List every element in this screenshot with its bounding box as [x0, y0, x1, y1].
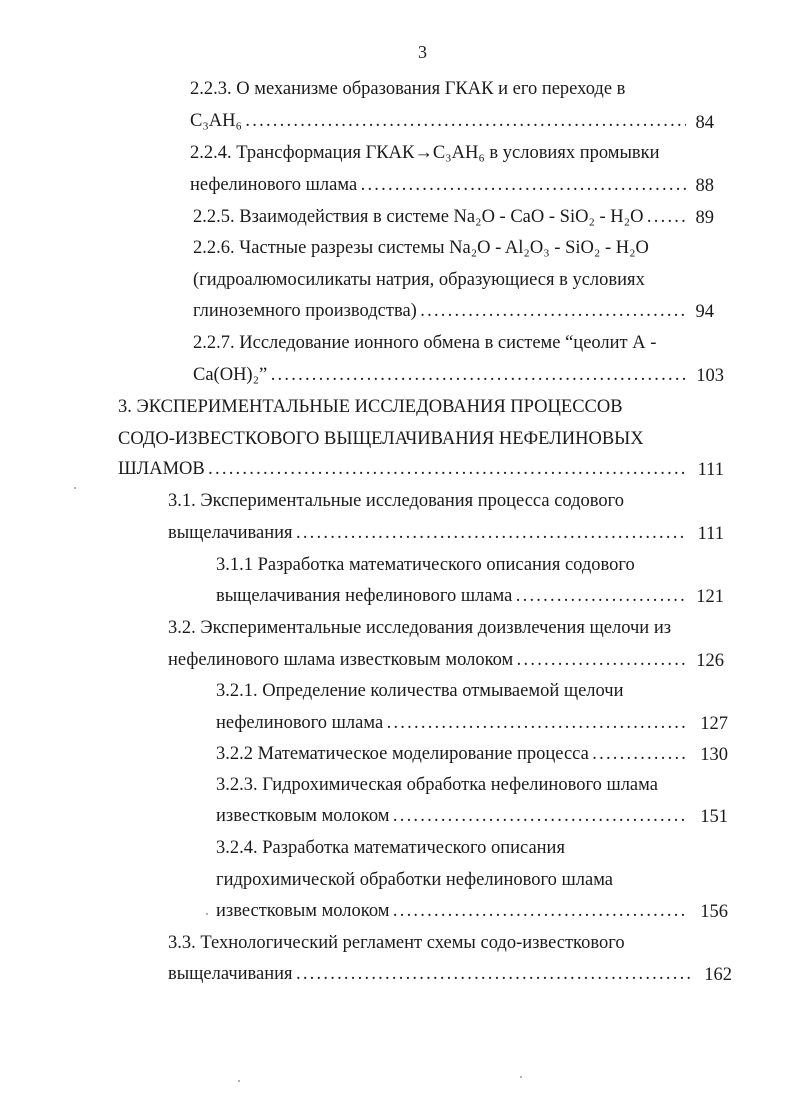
toc-entry-2-2-7-line2: Ca(OH)₂” . . .	[193, 363, 686, 387]
toc-entry-2-2-6-line1: 2.2.6. Частные разрезы системы Na₂O - Al₂O₃ - SiO₂ - H₂O	[193, 238, 649, 258]
toc-entry-3-2-line1: 3.2. Экспериментальные исследования доизвлечения щелочи из	[168, 618, 672, 638]
page-number: 3	[418, 42, 427, 62]
toc-entry-3-1-line1: 3.1. Экспериментальные исследования процесса содового	[168, 491, 625, 511]
toc-entry-3-2-1-line2: нефелинового шлама . . .	[216, 711, 686, 735]
toc-entry-3-1-1-line1: 3.1.1 Разработка математического описания содового	[216, 555, 635, 575]
toc-entry-3-3-line2: выщелачивания . . .	[168, 962, 692, 986]
toc-entry-3-2-3-page: 151	[700, 807, 728, 827]
toc-entry-3-2-4-page: 156	[700, 902, 728, 922]
toc-entry-3-2-line2: нефелинового шлама известковым молоком . . .	[168, 648, 686, 672]
toc-entry-3-2-3-line1: 3.2.3. Гидрохимическая обработка нефелинового шлама	[216, 775, 658, 795]
toc-entry-3-1-1-line2: выщелачивания нефелинового шлама . . .	[216, 584, 686, 608]
toc-entry-3-1-page: 111	[697, 524, 724, 544]
toc-chapter-3-line2: СОДО-ИЗВЕСТКОВОГО ВЫЩЕЛАЧИВАНИЯ НЕФЕЛИНОВЫХ	[118, 429, 644, 449]
toc-entry-2-2-4-line1: 2.2.4. Трансформация ГКАК→C₃AH₆ в условиях промывки	[190, 143, 660, 163]
toc-entry-2-2-7-page: 103	[696, 366, 724, 386]
toc-entry-2-2-7-line1: 2.2.7. Исследование ионного обмена в системе “цеолит А -	[193, 333, 657, 353]
toc-entry-3-2-1-page: 127	[700, 714, 728, 734]
scan-speck	[520, 1076, 522, 1078]
scan-speck	[74, 487, 76, 489]
toc-entry-3-2-4-line2: гидрохимической обработки нефелинового шлама	[216, 870, 614, 890]
toc-entry-2-2-3-line1: 2.2.3. О механизме образования ГКАК и его переходе в	[190, 79, 626, 99]
toc-chapter-3-line1: 3. ЭКСПЕРИМЕНТАЛЬНЫЕ ИССЛЕДОВАНИЯ ПРОЦЕССОВ	[118, 397, 623, 417]
scan-speck	[206, 913, 208, 915]
toc-entry-2-2-3-page: 84	[695, 113, 714, 133]
toc-entry-2-2-6-line3: глиноземного производства) . . .	[193, 299, 686, 323]
toc-entry-2-2-5-line1: 2.2.5. Взаимодействия в системе Na₂O - CaO - SiO₂ - H₂O . . .	[193, 205, 686, 229]
toc-entry-2-2-6-line2: (гидроалюмосиликаты натрия, образующиеся в условиях	[193, 270, 645, 290]
toc-entry-3-2-1-line1: 3.2.1. Определение количества отмываемой щелочи	[216, 681, 624, 701]
toc-entry-2-2-5-page: 89	[695, 208, 714, 228]
toc-entry-3-2-2-page: 130	[700, 745, 728, 765]
toc-entry-3-2-2-line1: 3.2.2 Математическое моделирование процесса . . .	[216, 742, 686, 766]
scan-speck	[238, 1080, 240, 1082]
toc-entry-2-2-3-line2: C₃AH₆ . . .	[190, 109, 686, 133]
toc-entry-3-3-page: 162	[704, 965, 732, 985]
toc-entry-2-2-6-page: 94	[695, 302, 714, 322]
toc-entry-3-1-line2: выщелачивания . . .	[168, 521, 686, 545]
toc-entry-3-2-4-line1: 3.2.4. Разработка математического описания	[216, 838, 565, 858]
toc-entry-2-2-4-line2: нефелинового шлама . . .	[190, 173, 686, 197]
toc-entry-2-2-4-page: 88	[695, 176, 714, 196]
toc-entry-3-2-3-line2: известковым молоком . . .	[216, 804, 686, 828]
toc-entry-3-1-1-page: 121	[696, 587, 724, 607]
toc-chapter-3-line3: ШЛАМОВ . . .	[118, 457, 686, 481]
toc-entry-3-2-4-line3: известковым молоком . . .	[216, 899, 686, 923]
toc-entry-3-2-page: 126	[696, 651, 724, 671]
toc-chapter-3-page: 111	[697, 460, 724, 480]
toc-entry-3-3-line1: 3.3. Технологический регламент схемы содо-известкового	[168, 933, 625, 953]
